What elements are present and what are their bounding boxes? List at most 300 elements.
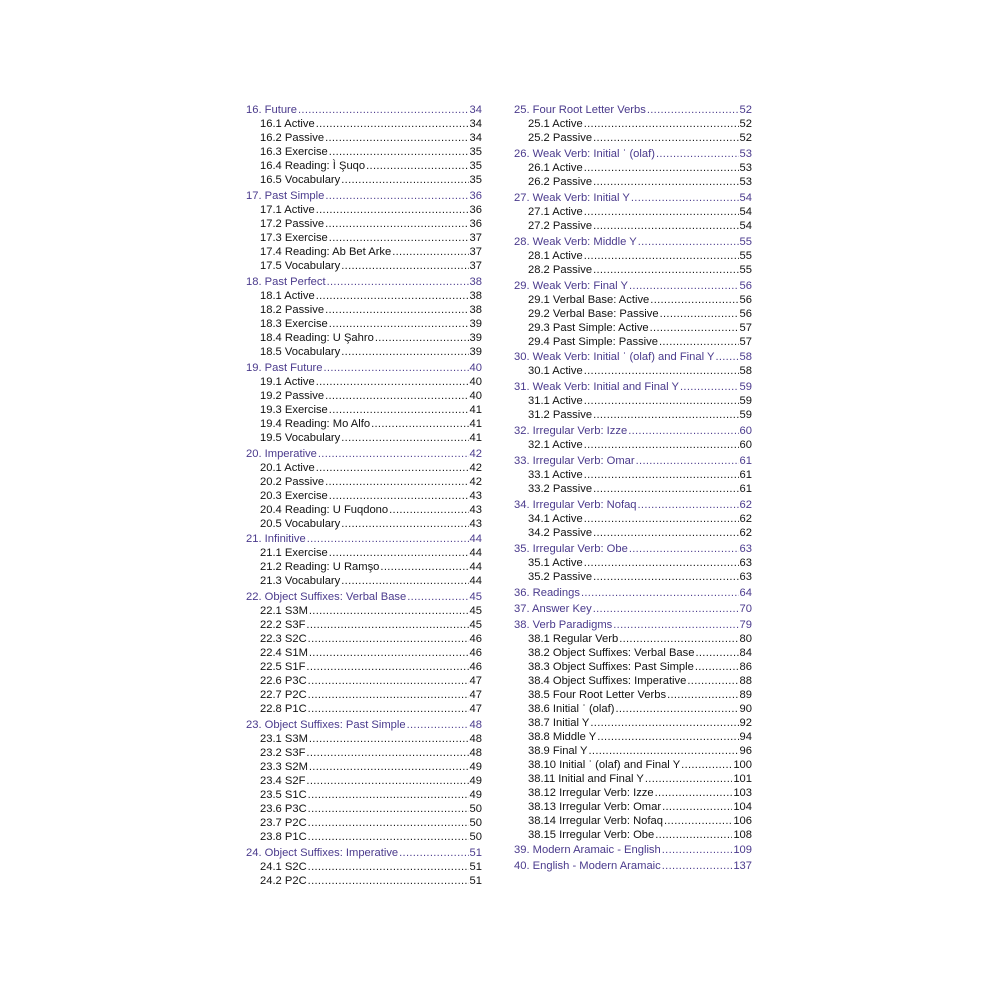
toc-dot-leader [638, 498, 739, 512]
toc-chapter-entry[interactable] [514, 350, 752, 364]
toc-chapter-entry[interactable] [246, 532, 482, 546]
toc-section-entry[interactable] [514, 828, 752, 842]
toc-section-entry[interactable] [514, 570, 752, 584]
toc-page-number: 42 [469, 461, 482, 474]
toc-section-entry[interactable] [246, 331, 482, 345]
toc-entry-title: 21.2 Reading: U Ramşo [260, 561, 380, 574]
toc-page-number: 63 [739, 542, 752, 555]
toc-entry-title: 35.2 Passive [528, 570, 593, 583]
toc-chapter-entry[interactable] [514, 618, 752, 632]
toc-dot-leader [308, 788, 469, 802]
toc-entry-title: 33.2 Passive [528, 483, 593, 496]
toc-dot-leader [593, 570, 738, 584]
toc-section-entry[interactable] [514, 688, 752, 702]
toc-dot-leader [593, 408, 738, 422]
toc-entry-title: 29.3 Past Simple: Active [528, 321, 649, 334]
toc-chapter-entry[interactable] [514, 454, 752, 468]
toc-section-entry[interactable] [514, 468, 752, 482]
toc-chapter-entry[interactable] [514, 235, 752, 249]
toc-dot-leader [593, 602, 739, 616]
toc-dot-leader [584, 512, 739, 526]
toc-chapter-entry[interactable] [514, 498, 752, 512]
toc-section-entry[interactable] [514, 702, 752, 716]
toc-chapter-entry[interactable] [246, 275, 482, 289]
toc-entry-title: 34.1 Active [528, 513, 583, 526]
toc-entry-title: 27.1 Active [528, 205, 583, 218]
toc-section-entry[interactable] [514, 205, 752, 219]
toc-entry-title: 26.1 Active [528, 161, 583, 174]
toc-dot-leader [590, 716, 738, 730]
toc-entry-title: 17.1 Active [260, 203, 315, 216]
toc-section-entry[interactable] [514, 646, 752, 660]
toc-section-entry[interactable] [246, 874, 482, 888]
toc-entry-title: 23.1 S3M [260, 733, 308, 746]
toc-section-entry[interactable] [514, 364, 752, 378]
toc-dot-leader [325, 303, 468, 317]
toc-section-entry[interactable] [246, 574, 482, 588]
toc-entry-title: 16.4 Reading: Ì Şuqo [260, 160, 366, 172]
toc-entry-title: 28.1 Active [528, 249, 583, 262]
toc-section-entry[interactable] [514, 293, 752, 307]
toc-section-entry[interactable] [246, 303, 482, 317]
toc-dot-leader [366, 159, 468, 173]
toc-dot-leader [664, 814, 732, 828]
toc-section-entry[interactable] [246, 702, 482, 716]
toc-page-number: 53 [739, 161, 752, 174]
toc-page-number: 39 [469, 317, 482, 330]
toc-section-entry[interactable] [514, 758, 752, 772]
toc-section-entry[interactable] [246, 660, 482, 674]
toc-page-number: 80 [739, 632, 752, 645]
toc-section-entry[interactable] [514, 786, 752, 800]
toc-dot-leader [662, 859, 733, 873]
toc-entry-title: 22.3 S2C [260, 633, 307, 646]
toc-page-number: 45 [469, 591, 482, 604]
toc-entry-title: 23.7 P2C [260, 817, 307, 830]
toc-page-number: 44 [469, 547, 482, 560]
toc-section-entry[interactable] [246, 860, 482, 874]
toc-page-number: 101 [733, 772, 752, 785]
toc-section-entry[interactable] [514, 394, 752, 408]
toc-dot-leader [593, 526, 738, 540]
toc-section-entry[interactable] [514, 716, 752, 730]
toc-page-number: 46 [469, 647, 482, 660]
toc-page-number: 100 [733, 758, 752, 771]
toc-section-entry[interactable] [246, 746, 482, 760]
toc-entry-title: 22.4 S1M [260, 647, 308, 660]
toc-entry-title: 16.3 Exercise [260, 146, 328, 158]
toc-chapter-entry[interactable] [246, 718, 482, 732]
toc-page-number: 59 [739, 409, 752, 422]
toc-chapter-entry[interactable] [514, 843, 752, 857]
toc-chapter-entry[interactable] [514, 279, 752, 293]
toc-chapter-entry[interactable] [246, 846, 482, 860]
toc-section-entry[interactable] [246, 417, 482, 431]
toc-column-left [246, 103, 482, 888]
toc-dot-leader [324, 361, 469, 375]
toc-dot-leader [680, 380, 739, 394]
toc-section-entry[interactable] [514, 161, 752, 175]
toc-page-number: 35 [469, 174, 482, 186]
toc-entry-title: 17.2 Passive [260, 217, 325, 230]
toc-entry-title: 26.2 Passive [528, 175, 593, 188]
toc-dot-leader [650, 321, 739, 335]
toc-dot-leader [655, 828, 732, 842]
toc-entry-title: 20.3 Exercise [260, 489, 328, 502]
toc-dot-leader [308, 802, 469, 816]
toc-entry-title: 18.1 Active [260, 289, 315, 302]
toc-chapter-entry[interactable] [246, 590, 482, 604]
toc-entry-title: 30.1 Active [528, 365, 583, 378]
toc-section-entry[interactable] [246, 375, 482, 389]
toc-dot-leader [325, 475, 468, 489]
toc-entry-title: 20. Imperative [246, 447, 317, 460]
toc-page-number: 61 [739, 483, 752, 496]
toc-entry-title: 38.4 Object Suffixes: Imperative [528, 674, 687, 687]
toc-page-number: 42 [469, 447, 482, 460]
toc-chapter-entry[interactable] [514, 859, 752, 873]
toc-dot-leader [399, 846, 468, 860]
toc-section-entry[interactable] [246, 475, 482, 489]
toc-page-number: 42 [469, 475, 482, 488]
toc-section-entry[interactable] [246, 489, 482, 503]
toc-dot-leader [584, 468, 739, 482]
toc-section-entry[interactable] [246, 503, 482, 517]
toc-entry-title: 24. Object Suffixes: Imperative [246, 847, 399, 860]
toc-page-number: 37 [469, 259, 482, 272]
toc-page-number: 49 [469, 775, 482, 788]
toc-section-entry[interactable] [246, 802, 482, 816]
toc-page-number: 45 [469, 619, 482, 632]
toc-section-entry[interactable] [246, 173, 482, 187]
toc-dot-leader [681, 758, 732, 772]
toc-page-number: 35 [469, 160, 482, 172]
toc-section-entry[interactable] [246, 461, 482, 475]
toc-entry-title: 38.8 Middle Y [528, 730, 597, 743]
toc-section-entry[interactable] [514, 556, 752, 570]
toc-dot-leader [307, 532, 469, 546]
toc-dot-leader [667, 688, 738, 702]
toc-page-number: 56 [739, 279, 752, 292]
toc-page-number: 41 [469, 403, 482, 416]
toc-section-entry[interactable] [246, 788, 482, 802]
toc-chapter-entry[interactable] [514, 147, 752, 161]
toc-section-entry[interactable] [514, 632, 752, 646]
toc-entry-title: 21. Infinitive [246, 533, 306, 546]
toc-section-entry[interactable] [246, 289, 482, 303]
toc-page-number: 43 [469, 517, 482, 530]
toc-chapter-entry[interactable] [514, 191, 752, 205]
toc-page-number: 89 [739, 688, 752, 701]
toc-page-number: 79 [739, 618, 752, 631]
toc-section-entry[interactable] [514, 249, 752, 263]
toc-entry-title: 23.4 S2F [260, 775, 306, 788]
toc-section-entry[interactable] [514, 131, 752, 145]
toc-entry-title: 39. Modern Aramaic - English [514, 844, 661, 857]
toc-entry-title: 21.3 Vocabulary [260, 575, 341, 588]
toc-page-number: 64 [739, 586, 752, 599]
toc-section-entry[interactable] [246, 317, 482, 331]
toc-entry-title: 18. Past Perfect [246, 275, 326, 288]
toc-dot-leader [662, 800, 732, 814]
toc-dot-leader [715, 350, 738, 364]
toc-dot-leader [647, 103, 739, 117]
toc-section-entry[interactable] [514, 482, 752, 496]
toc-entry-title: 22.8 P1C [260, 703, 307, 716]
toc-page-number: 44 [469, 561, 482, 574]
toc-entry-title: 35. Irregular Verb: Obe [514, 542, 628, 555]
toc-entry-title: 38. Verb Paradigms [514, 618, 613, 631]
toc-page-number: 59 [739, 381, 752, 394]
toc-entry-title: 17.5 Vocabulary [260, 259, 341, 272]
toc-entry-title: 40. English - Modern Aramaic [514, 860, 661, 873]
toc-section-entry[interactable] [514, 438, 752, 452]
toc-chapter-entry[interactable] [514, 586, 752, 600]
toc-chapter-entry[interactable] [514, 103, 752, 117]
toc-section-entry[interactable] [514, 117, 752, 131]
toc-section-entry[interactable] [246, 245, 482, 259]
toc-page-number: 59 [739, 395, 752, 408]
toc-page-number: 36 [469, 189, 482, 202]
toc-dot-leader [308, 816, 469, 830]
toc-section-entry[interactable] [246, 646, 482, 660]
toc-page-number: 55 [739, 263, 752, 276]
toc-entry-title: 23.6 P3C [260, 803, 307, 816]
toc-entry-title: 16. Future [246, 104, 297, 116]
toc-section-entry[interactable] [246, 145, 482, 159]
toc-page-number: 84 [739, 646, 752, 659]
toc-page-number: 137 [733, 860, 752, 873]
toc-page-number: 49 [469, 789, 482, 802]
toc-chapter-entry[interactable] [246, 361, 482, 375]
toc-section-entry[interactable] [246, 632, 482, 646]
toc-entry-title: 17. Past Simple [246, 189, 325, 202]
toc-chapter-entry[interactable] [246, 103, 482, 117]
toc-section-entry[interactable] [514, 744, 752, 758]
toc-dot-leader [613, 618, 738, 632]
toc-dot-leader [329, 145, 469, 159]
toc-page-number: 109 [733, 844, 752, 857]
toc-dot-leader [375, 331, 469, 345]
toc-dot-leader [584, 205, 739, 219]
toc-entry-title: 36. Readings [514, 586, 580, 599]
toc-dot-leader [306, 774, 468, 788]
toc-entry-title: 23.8 P1C [260, 831, 307, 844]
toc-chapter-entry[interactable] [514, 380, 752, 394]
toc-dot-leader [309, 604, 469, 618]
toc-entry-title: 38.3 Object Suffixes: Past Simple [528, 660, 694, 673]
toc-page-number: 88 [739, 674, 752, 687]
toc-entry-title: 37. Answer Key [514, 602, 592, 615]
toc-entry-title: 38.1 Regular Verb [528, 632, 619, 645]
toc-page-number: 39 [469, 345, 482, 358]
toc-entry-title: 38.6 Initial ʾ (olaf) [528, 702, 615, 715]
toc-dot-leader [329, 403, 469, 417]
toc-entry-title: 20.1 Active [260, 461, 315, 474]
toc-dot-leader [655, 786, 733, 800]
toc-dot-leader [593, 263, 738, 277]
toc-entry-title: 16.1 Active [260, 118, 315, 130]
toc-chapter-entry[interactable] [246, 189, 482, 203]
toc-page-number: 104 [733, 800, 752, 813]
toc-entry-title: 16.2 Passive [260, 132, 325, 144]
toc-dot-leader [687, 674, 738, 688]
toc-section-entry[interactable] [514, 800, 752, 814]
toc-section-entry[interactable] [246, 674, 482, 688]
toc-section-entry[interactable] [514, 219, 752, 233]
toc-entry-title: 38.7 Initial Y [528, 716, 590, 729]
toc-page-number: 47 [469, 703, 482, 716]
toc-page-number: 58 [739, 351, 752, 364]
toc-section-entry[interactable] [246, 131, 482, 145]
toc-dot-leader [593, 482, 738, 496]
toc-section-entry[interactable] [514, 674, 752, 688]
toc-section-entry[interactable] [246, 830, 482, 844]
toc-dot-leader [325, 217, 468, 231]
toc-page-number: 94 [739, 730, 752, 743]
toc-section-entry[interactable] [514, 307, 752, 321]
toc-dot-leader [695, 660, 739, 674]
toc-dot-leader [341, 173, 468, 187]
toc-section-entry[interactable] [246, 259, 482, 273]
toc-page-number: 44 [469, 575, 482, 588]
toc-dot-leader [593, 175, 738, 189]
toc-section-entry[interactable] [246, 217, 482, 231]
toc-entry-title: 18.5 Vocabulary [260, 345, 341, 358]
toc-page-number: 53 [739, 147, 752, 160]
toc-entry-title: 26. Weak Verb: Initial ʾ (olaf) [514, 147, 655, 160]
toc-page-number: 40 [469, 375, 482, 388]
toc-entry-title: 19. Past Future [246, 361, 323, 374]
toc-entry-title: 19.4 Reading: Mo Alfo [260, 417, 371, 430]
toc-section-entry[interactable] [246, 431, 482, 445]
toc-section-entry[interactable] [246, 117, 482, 131]
toc-dot-leader [584, 249, 739, 263]
toc-dot-leader [656, 147, 739, 161]
toc-page-number: 61 [739, 455, 752, 468]
toc-page-number: 38 [469, 303, 482, 316]
toc-entry-title: 22. Object Suffixes: Verbal Base [246, 591, 407, 604]
toc-section-entry[interactable] [246, 816, 482, 830]
toc-section-entry[interactable] [514, 526, 752, 540]
toc-page-number: 45 [469, 605, 482, 618]
toc-page-number: 58 [739, 365, 752, 378]
toc-entry-title: 21.1 Exercise [260, 547, 328, 560]
toc-entry-title: 22.2 S3F [260, 619, 306, 632]
toc-section-entry[interactable] [246, 203, 482, 217]
toc-section-entry[interactable] [246, 403, 482, 417]
toc-section-entry[interactable] [246, 159, 482, 173]
toc-page-number: 46 [469, 633, 482, 646]
toc-entry-title: 19.1 Active [260, 375, 315, 388]
toc-chapter-entry[interactable] [514, 424, 752, 438]
toc-dot-leader [329, 489, 469, 503]
toc-entry-title: 19.3 Exercise [260, 403, 328, 416]
toc-section-entry[interactable] [514, 660, 752, 674]
toc-section-entry[interactable] [514, 730, 752, 744]
toc-dot-leader [619, 632, 738, 646]
toc-section-entry[interactable] [246, 231, 482, 245]
toc-entry-title: 22.6 P3C [260, 675, 307, 688]
toc-section-entry[interactable] [246, 760, 482, 774]
toc-dot-leader [329, 231, 469, 245]
toc-dot-leader [629, 542, 739, 556]
toc-page-number: 51 [469, 875, 482, 888]
toc-page-number: 38 [469, 275, 482, 288]
toc-page-number: 108 [733, 828, 752, 841]
toc-section-entry[interactable] [514, 408, 752, 422]
toc-section-entry[interactable] [514, 263, 752, 277]
toc-section-entry[interactable] [246, 618, 482, 632]
toc-dot-leader [341, 574, 468, 588]
toc-chapter-entry[interactable] [514, 602, 752, 616]
toc-page-number: 40 [469, 361, 482, 374]
toc-entry-title: 27.2 Passive [528, 219, 593, 232]
toc-page-number: 56 [739, 307, 752, 320]
toc-section-entry[interactable] [514, 321, 752, 335]
toc-section-entry[interactable] [246, 774, 482, 788]
toc-section-entry[interactable] [514, 772, 752, 786]
toc-entry-title: 31.2 Passive [528, 409, 593, 422]
toc-page-number: 51 [469, 861, 482, 874]
toc-page-number: 92 [739, 716, 752, 729]
toc-dot-leader [407, 590, 468, 604]
toc-dot-leader [407, 718, 469, 732]
toc-section-entry[interactable] [246, 345, 482, 359]
toc-entry-title: 24.2 P2C [260, 875, 307, 888]
toc-section-entry[interactable] [246, 604, 482, 618]
toc-dot-leader [629, 279, 739, 293]
toc-entry-title: 33.1 Active [528, 469, 583, 482]
toc-section-entry[interactable] [246, 688, 482, 702]
toc-entry-title: 25. Four Root Letter Verbs [514, 104, 646, 116]
toc-dot-leader [309, 732, 469, 746]
toc-page-number: 55 [739, 249, 752, 262]
toc-dot-leader [306, 746, 468, 760]
toc-dot-leader [309, 760, 469, 774]
toc-section-entry[interactable] [514, 814, 752, 828]
toc-page-number: 60 [739, 439, 752, 452]
toc-dot-leader [695, 646, 738, 660]
toc-section-entry[interactable] [514, 512, 752, 526]
toc-section-entry[interactable] [514, 175, 752, 189]
toc-page-number: 36 [469, 203, 482, 216]
toc-page-number: 63 [739, 556, 752, 569]
toc-section-entry[interactable] [514, 335, 752, 349]
toc-entry-title: 38.15 Irregular Verb: Obe [528, 828, 655, 841]
toc-section-entry[interactable] [246, 389, 482, 403]
toc-dot-leader [584, 556, 739, 570]
toc-section-entry[interactable] [246, 517, 482, 531]
toc-entry-title: 19.2 Passive [260, 389, 325, 402]
toc-page-number: 70 [739, 602, 752, 615]
toc-entry-title: 38.5 Four Root Letter Verbs [528, 688, 667, 701]
toc-section-entry[interactable] [246, 560, 482, 574]
toc-dot-leader [308, 874, 469, 888]
toc-page-number: 36 [469, 217, 482, 230]
toc-section-entry[interactable] [246, 732, 482, 746]
toc-chapter-entry[interactable] [514, 542, 752, 556]
toc-dot-leader [325, 131, 468, 145]
toc-chapter-entry[interactable] [246, 447, 482, 461]
toc-dot-leader [341, 345, 468, 359]
toc-section-entry[interactable] [246, 546, 482, 560]
toc-entry-title: 38.10 Initial ʾ (olaf) and Final Y [528, 758, 681, 771]
toc-dot-leader [308, 632, 469, 646]
toc-page-number: 96 [739, 744, 752, 757]
toc-dot-leader [329, 546, 469, 560]
toc-page-number: 44 [469, 533, 482, 546]
